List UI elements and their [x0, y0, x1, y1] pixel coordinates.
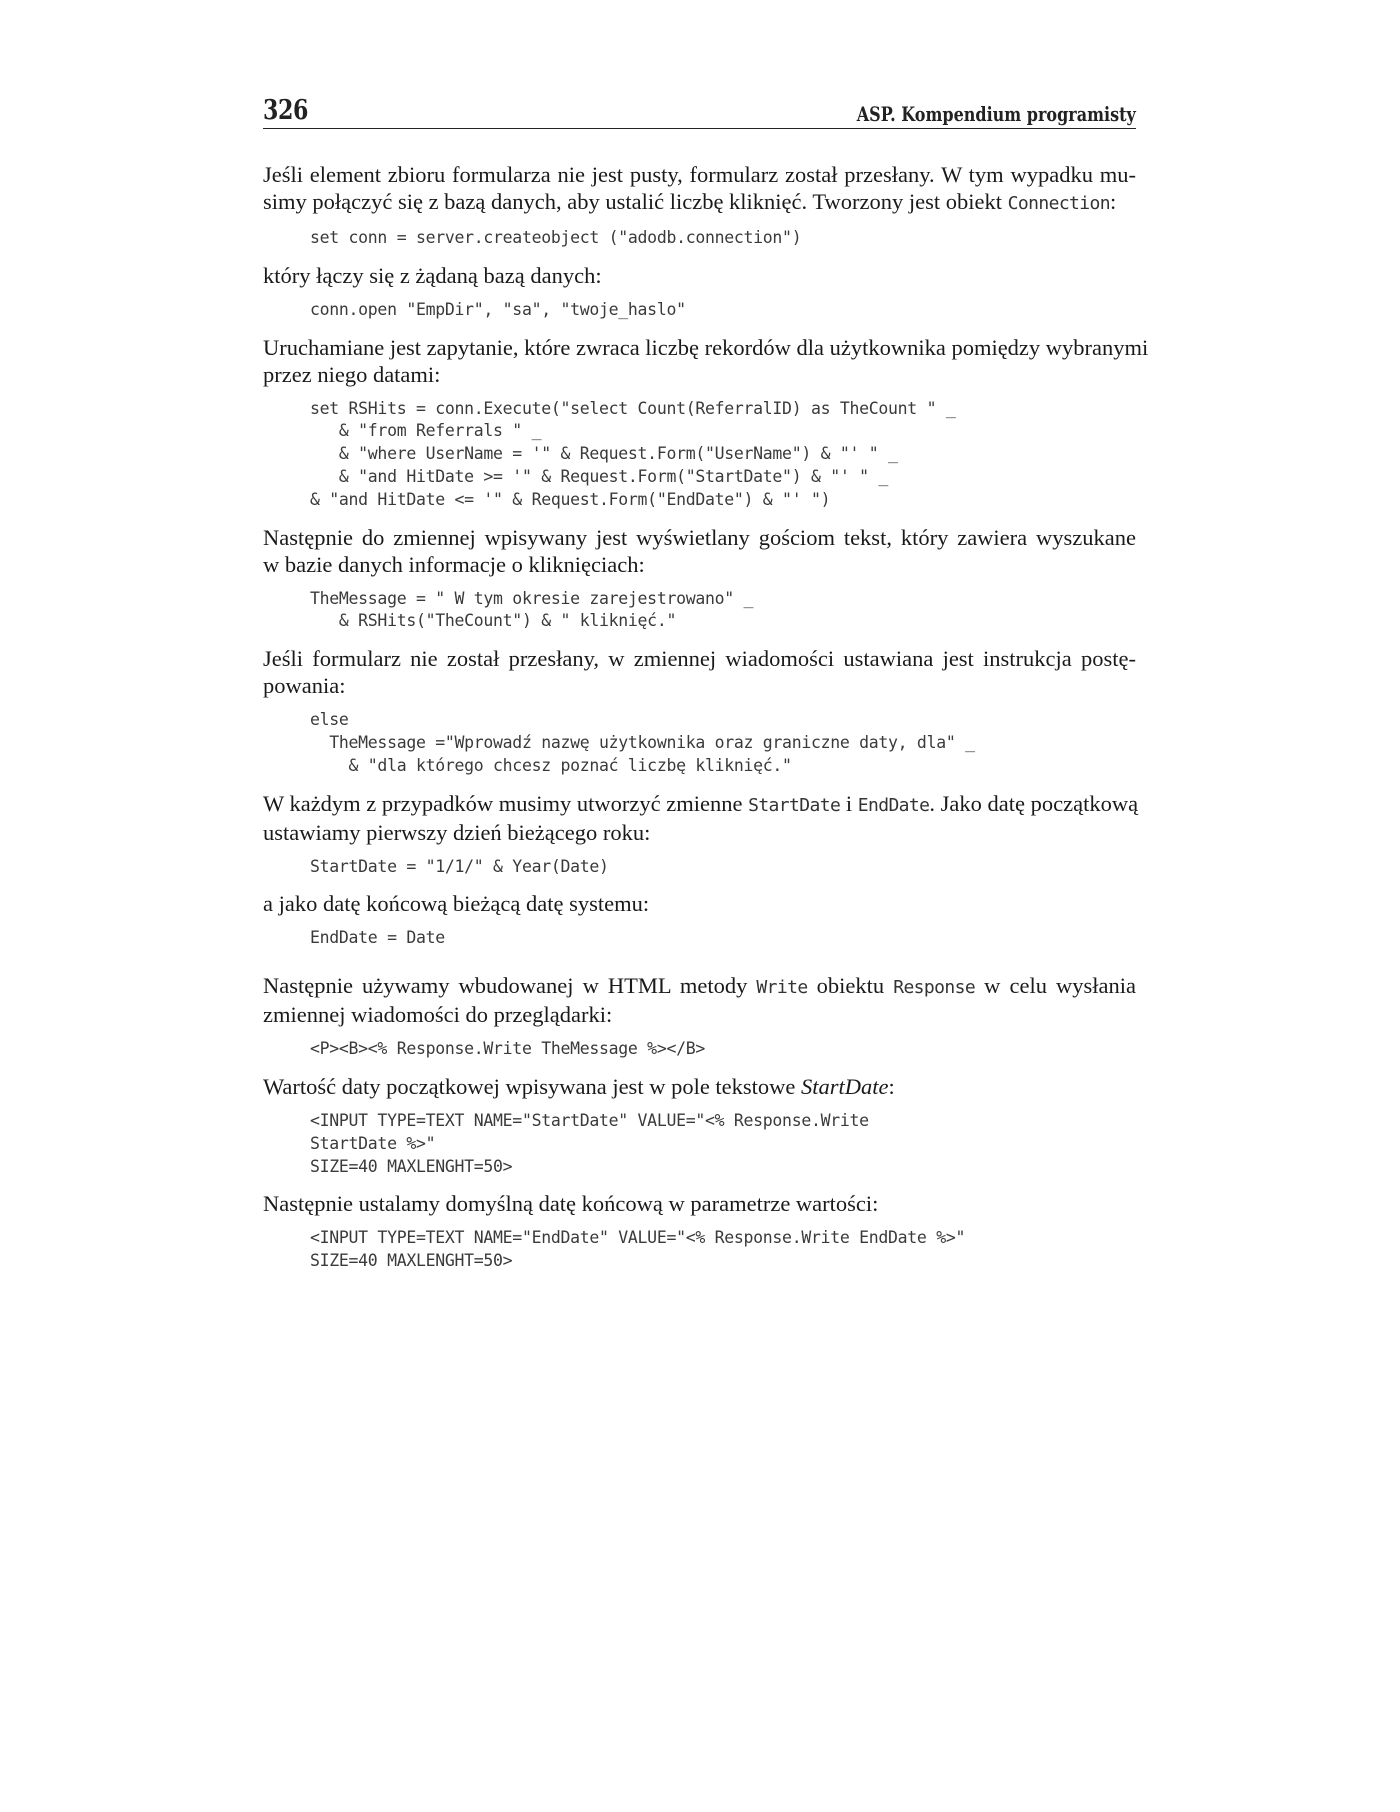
code-line: & RSHits("TheCount") & " kliknięć.": [310, 611, 677, 631]
code-line: else: [310, 710, 349, 730]
paragraph-1: [263, 161, 1136, 217]
code-line: conn.open "EmpDir", "sa", "twoje_haslo": [310, 299, 686, 319]
code-line: <P><B><% Response.Write TheMessage %></B>: [310, 1039, 705, 1059]
code-line: set RSHits = conn.Execute("select Count(ReferralID) as TheCount " _: [310, 398, 956, 418]
code-block-10: [263, 1227, 1136, 1273]
paragraph-line: [263, 188, 1136, 217]
paragraph-line: [263, 1073, 1136, 1100]
text-run: i: [840, 790, 858, 816]
paragraph-4: [263, 524, 1136, 578]
paragraph-line: który łączy się z żądaną bazą danych:: [263, 262, 602, 288]
code-block-1: [263, 227, 1136, 250]
code-line: TheMessage = " W tym okresie zarejestrowano" _: [310, 588, 754, 608]
code-block-5: [263, 709, 1136, 777]
code-line: & "where UserName = '" & Request.Form("UserName") & "' " _: [310, 444, 898, 464]
inline-code: EndDate: [857, 794, 930, 816]
paragraph-10: [263, 1190, 1136, 1217]
text-run: Wartość daty początkowej wpisywana jest w pole tekstowe: [263, 1073, 802, 1099]
code-block-3: [263, 398, 1136, 512]
text-run: :: [1110, 189, 1117, 214]
code-line: & "and HitDate <= '" & Request.Form("EndDate") & "' "): [310, 489, 831, 509]
code-line: SIZE=40 MAXLENGHT=50>: [310, 1156, 513, 1176]
code-line: & "dla którego chcesz poznać liczbę kliknięć.": [310, 755, 792, 775]
text-run: :: [888, 1073, 895, 1099]
running-title: ASP. Kompendium programisty: [856, 102, 1136, 126]
code-block-4: [263, 588, 1136, 634]
code-line: & "from Referrals " _: [310, 421, 542, 441]
page-header: [263, 88, 1136, 129]
paragraph-2: [263, 262, 1136, 289]
page-body: [263, 161, 1149, 1285]
code-block-7: [263, 927, 1136, 950]
inline-code: StartDate: [748, 794, 841, 816]
inline-code: Write: [756, 977, 808, 999]
code-line: StartDate %>": [310, 1133, 436, 1153]
paragraph-line: Jeśli element zbioru formularza nie jest pusty, formularz został przesłany. W tym wypadku mu-: [263, 162, 1136, 187]
code-line: EndDate = Date: [310, 928, 445, 948]
code-line: StartDate = "1/1/" & Year(Date): [310, 856, 609, 876]
code-block-8: [263, 1038, 1136, 1061]
paragraph-line: Następnie do zmiennej wpisywany jest wyświetlany gościom tekst, który zawiera wyszukane: [263, 524, 1136, 550]
paragraph-6: [263, 790, 1139, 846]
text-run: w celu wysłania: [975, 973, 1136, 999]
paragraph-line: w bazie danych informacje o kliknięciach:: [263, 551, 645, 577]
paragraph-line: Uruchamiane jest zapytanie, które zwraca liczbę rekordów dla użytkownika pomiędzy wybranymi: [263, 334, 1149, 360]
code-block-9: [263, 1110, 1136, 1178]
text-run: W każdym z przypadków musimy utworzyć zmienne: [263, 790, 749, 816]
inline-code: Connection: [1007, 193, 1111, 214]
code-line: <INPUT TYPE=TEXT NAME="StartDate" VALUE="<% Response.Write: [310, 1110, 869, 1130]
text-run: . Jako datę początkową: [929, 790, 1139, 816]
paragraph-line: Następnie ustalamy domyślną datę końcową w parametrze wartości:: [263, 1191, 879, 1217]
paragraph-8: [263, 972, 1136, 1028]
text-run: obiektu: [807, 973, 894, 999]
code-line: TheMessage ="Wprowadź nazwę użytkownika oraz graniczne daty, dla" _: [310, 732, 975, 752]
paragraph-line: [263, 790, 1139, 819]
paragraph-line: Jeśli formularz nie został przesłany, w zmiennej wiadomości ustawiana jest instrukcja postę-: [263, 646, 1136, 672]
code-block-2: [263, 299, 1136, 322]
paragraph-line: przez niego datami:: [263, 361, 441, 387]
code-line: set conn = server.createobject ("adodb.connection"): [310, 228, 802, 247]
paragraph-5: [263, 645, 1136, 699]
paragraph-line: powania:: [263, 673, 346, 699]
paragraph-line: a jako datę końcową bieżącą datę systemu:: [263, 891, 650, 917]
text-run: Następnie używamy wbudowanej w HTML metody: [263, 973, 757, 999]
paragraph-7: [263, 890, 1136, 917]
paragraph-line: [263, 972, 1136, 1001]
code-line: & "and HitDate >= '" & Request.Form("StartDate") & "' " _: [310, 466, 889, 486]
code-line: <INPUT TYPE=TEXT NAME="EndDate" VALUE="<% Response.Write EndDate %>": [310, 1228, 966, 1248]
paragraph-3: [263, 334, 1149, 388]
page-number: 326: [263, 95, 308, 126]
code-line: SIZE=40 MAXLENGHT=50>: [310, 1251, 513, 1271]
code-block-6: [263, 856, 1136, 879]
inline-code: Response: [893, 977, 976, 999]
paragraph-line: zmiennej wiadomości do przeglądarki:: [263, 1002, 613, 1028]
text-run: simy połączyć się z bazą danych, aby ustalić liczbę kliknięć. Tworzony jest obiekt: [263, 189, 1008, 214]
paragraph-9: [263, 1073, 1136, 1100]
paragraph-line: ustawiamy pierwszy dzień bieżącego roku:: [263, 819, 651, 845]
emphasis-text: StartDate: [801, 1073, 889, 1099]
